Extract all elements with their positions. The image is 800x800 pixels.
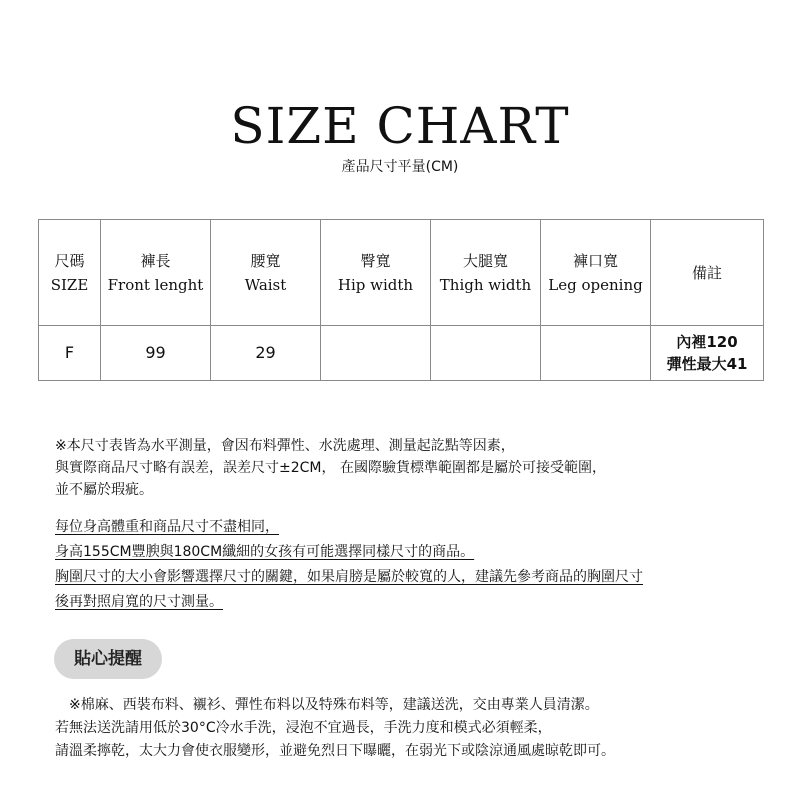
header-leg-opening: 褲口寬 Leg opening <box>541 220 651 326</box>
fit-notes <box>55 515 775 615</box>
reminder-badge: 貼心提醒 <box>54 639 162 679</box>
table-row <box>39 326 764 381</box>
header-waist: 腰寬 Waist <box>211 220 321 326</box>
cell-front-length: 99 <box>101 326 211 381</box>
header-front-length: 褲長 Front lenght <box>101 220 211 326</box>
note-line: 與實際商品尺寸略有誤差，誤差尺寸±2CM， 在國際驗貨標準範圍都是屬於可接受範圍， <box>55 460 606 476</box>
care-instructions <box>55 694 775 763</box>
fit-note-line: 身高155CM豐腴與180CM纖細的女孩有可能選擇同樣尺寸的商品。 <box>55 544 475 560</box>
fit-note-line: 胸圍尺寸的大小會影響選擇尺寸的關鍵，如果肩膀是屬於較寬的人，建議先參考商品的胸圍尺寸 <box>55 569 643 585</box>
measurement-notes <box>55 435 755 501</box>
cell-size: F <box>39 326 101 381</box>
size-table <box>38 219 764 381</box>
care-line: 請溫柔擰乾，太大力會使衣服變形，並避免烈日下曝曬，在弱光下或陰涼通風處晾乾即可。 <box>55 743 615 759</box>
cell-hip-width <box>321 326 431 381</box>
note-line: ※本尺寸表皆為水平測量，會因布料彈性、水洗處理、測量起訖點等因素， <box>55 438 515 454</box>
care-line: 若無法送洗請用低於30°C冷水手洗，浸泡不宜過長，手洗力度和模式必須輕柔， <box>55 720 552 736</box>
fit-note-line: 每位身高體重和商品尺寸不盡相同， <box>55 519 279 535</box>
header-note: 備註 <box>651 220 764 326</box>
cell-note: 內裡120 彈性最大41 <box>651 326 764 381</box>
page-subtitle: 產品尺寸平量(CM) <box>341 159 459 175</box>
cell-waist: 29 <box>211 326 321 381</box>
page-title: SIZE CHART <box>230 97 570 155</box>
care-line: ※棉麻、西裝布料、襯衫、彈性布料以及特殊布料等，建議送洗，交由專業人員清潔。 <box>55 697 599 713</box>
fit-note-line: 後再對照肩寬的尺寸測量。 <box>55 594 223 610</box>
header-hip-width: 臀寬 Hip width <box>321 220 431 326</box>
header-size: 尺碼 SIZE <box>39 220 101 326</box>
cell-thigh-width <box>431 326 541 381</box>
header-thigh-width: 大腿寬 Thigh width <box>431 220 541 326</box>
cell-leg-opening <box>541 326 651 381</box>
note-line: 並不屬於瑕疵。 <box>55 482 153 498</box>
table-header-row <box>39 220 764 326</box>
